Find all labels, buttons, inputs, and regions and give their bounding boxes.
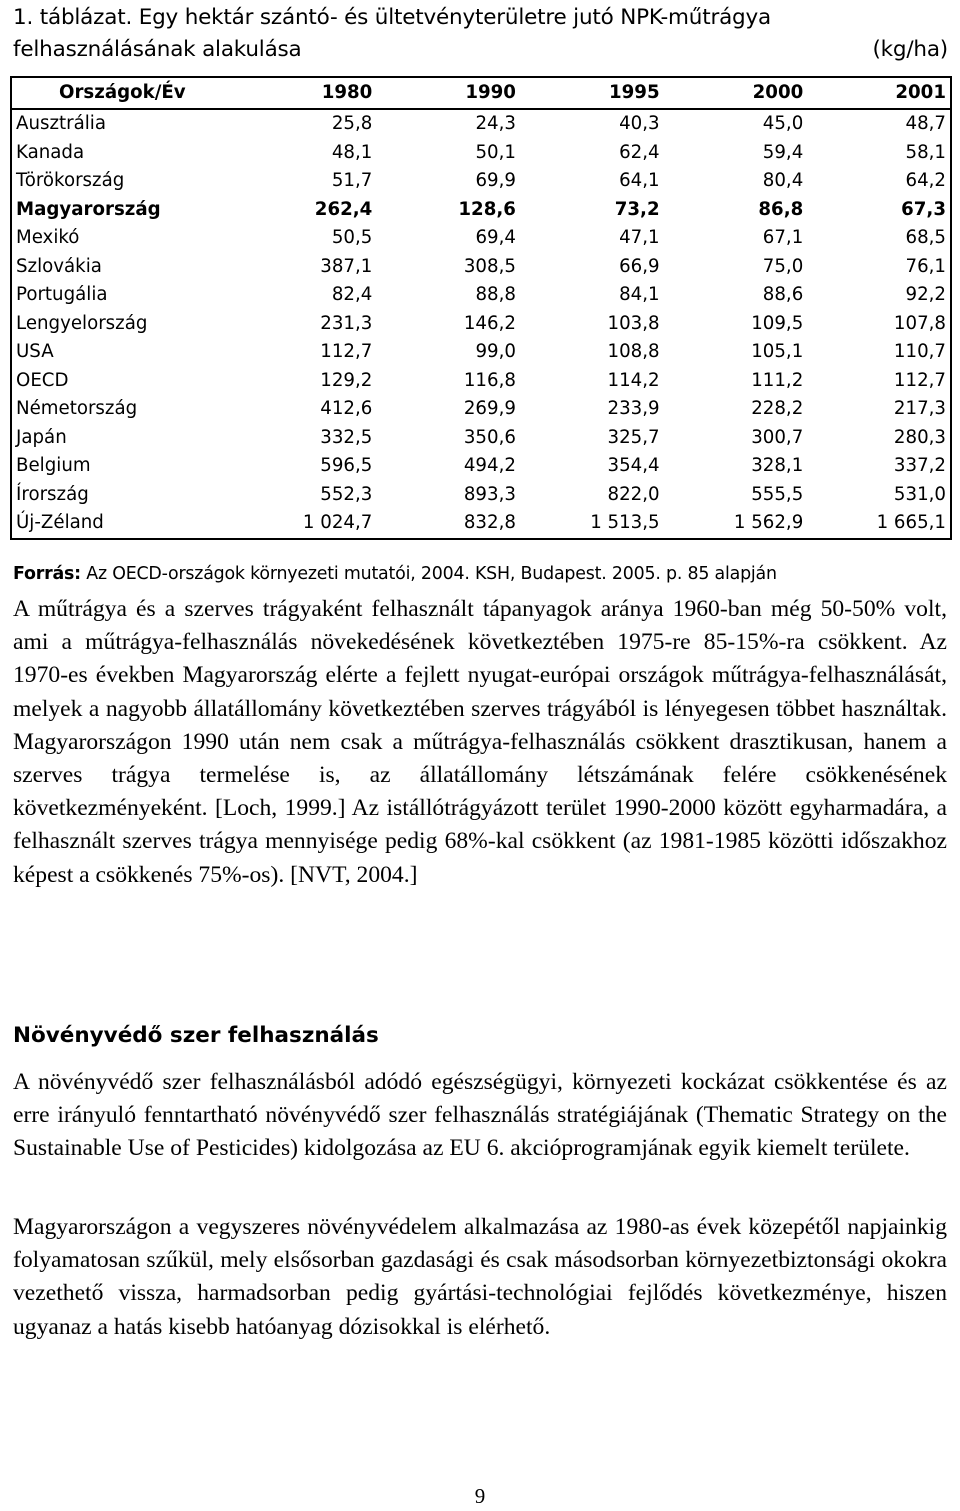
value-cell: 66,9	[619, 255, 660, 277]
value-cell: 50,1	[475, 141, 516, 163]
value-cell: 48,7	[807, 109, 951, 139]
value-cell: 64,2	[807, 167, 951, 196]
value-cell: 109,5	[751, 312, 804, 334]
value-cell: 552,3	[320, 483, 373, 505]
value-cell: 86,8	[758, 198, 804, 220]
country-cell: Ausztrália	[11, 109, 233, 139]
value-cell: 24,3	[475, 113, 516, 135]
country-cell: USA	[11, 338, 233, 367]
column-header-2000: 2000	[664, 77, 808, 109]
value-cell: 45,0	[762, 113, 804, 135]
country-cell: Törökország	[11, 167, 233, 196]
section-heading: Növényvédő szer felhasználás	[13, 1023, 379, 1048]
value-cell: 146,2	[463, 312, 516, 334]
value-cell: 88,8	[475, 284, 516, 306]
table-row	[11, 452, 951, 481]
value-cell: 822,0	[607, 483, 660, 505]
country-cell: OECD	[11, 367, 233, 396]
value-cell: 387,1	[320, 255, 373, 277]
value-cell: 596,5	[320, 455, 373, 477]
value-cell: 555,5	[751, 483, 804, 505]
table-row	[11, 139, 951, 168]
column-header-2001: 2001	[807, 77, 951, 109]
value-cell: 832,8	[376, 509, 520, 539]
value-cell: 110,7	[807, 338, 951, 367]
table-caption	[13, 2, 948, 66]
caption-unit: (kg/ha)	[872, 37, 948, 62]
value-cell: 337,2	[807, 452, 951, 481]
value-cell: 48,1	[331, 141, 373, 163]
table-row	[11, 509, 951, 539]
paragraph-fertilizer: A műtrágya és a szerves trágyaként felhasznált tápanyagok aránya 1960-ban még 50-50% volt, ami a műtrágya-felhasználás növekedésének következtében 1975-re 85-15%-ra csökkent. Az 1970-es években Magyarország elérte a fejlett nyugat-európai országok műtrágya-felhasználását, melyek a nagyobb állatállomány következtében szerves trágyából is lényegesen többet használtak. Magyarországon 1990 után nem csak a műtrágya-felhasználás csökkent drasztikusan, hanem a szerves trágya termelése is, az állatállomány létszámának felére csökkenésének következményeként. [Loch, 1999.] Az istállótrágyázott terület 1990-2000 között egyharmadára, a felhasznált szerves trágya mennyisége pedig 68%-kal csökkent (az 1981-1985 közötti időszakhoz képest a csökkenés 75%-os). [NVT, 2004.]	[13, 596, 947, 888]
country-cell: Új-Zéland	[11, 509, 233, 539]
value-cell: 69,9	[475, 170, 516, 192]
column-header-1995: 1995	[520, 77, 664, 109]
value-cell: 1 024,7	[233, 509, 377, 539]
value-cell: 64,1	[619, 170, 660, 192]
value-cell: 111,2	[751, 369, 804, 391]
value-cell: 69,4	[475, 227, 516, 249]
source-text: Az OECD-országok környezeti mutatói, 2004. KSH, Budapest. 2005. p. 85 alapján	[80, 564, 777, 584]
country-cell: Lengyelország	[11, 310, 233, 339]
value-cell: 531,0	[807, 481, 951, 510]
table-row	[11, 281, 951, 310]
value-cell: 893,3	[463, 483, 516, 505]
value-cell: 51,7	[331, 170, 373, 192]
value-cell: 75,0	[762, 255, 804, 277]
source-note	[13, 562, 948, 586]
table-row	[11, 367, 951, 396]
value-cell: 231,3	[320, 312, 373, 334]
value-cell: 108,8	[607, 341, 660, 363]
value-cell: 129,2	[320, 369, 373, 391]
table-row	[11, 109, 951, 139]
value-cell: 1 562,9	[664, 509, 808, 539]
value-cell: 103,8	[607, 312, 660, 334]
value-cell: 350,6	[463, 426, 516, 448]
value-cell: 50,5	[331, 227, 373, 249]
value-cell: 88,6	[762, 284, 804, 306]
value-cell: 308,5	[463, 255, 516, 277]
value-cell: 233,9	[607, 398, 660, 420]
value-cell: 80,4	[762, 170, 804, 192]
value-cell: 217,3	[807, 395, 951, 424]
value-cell: 92,2	[807, 281, 951, 310]
value-cell: 76,1	[807, 253, 951, 282]
table-row	[11, 481, 951, 510]
table-header-row	[11, 77, 951, 109]
table-row	[11, 253, 951, 282]
country-cell: Írország	[11, 481, 233, 510]
value-cell: 84,1	[619, 284, 660, 306]
column-header-1980: 1980	[233, 77, 377, 109]
value-cell: 128,6	[458, 198, 516, 220]
country-cell: Japán	[11, 424, 233, 453]
value-cell: 228,2	[751, 398, 804, 420]
caption-line-2: felhasználásának alakulása	[13, 37, 302, 62]
value-cell: 269,9	[463, 398, 516, 420]
table-row	[11, 424, 951, 453]
table-row	[11, 224, 951, 253]
table-body	[11, 109, 951, 539]
paragraph-pesticide-strategy: A növényvédő szer felhasználásból adódó egészségügyi, környezeti kockázat csökkentése és az erre irányuló fenntartható növényvédő szer felhasználás stratégiájának (Thematic Strategy on the Sustainable Use of Pesticides) kidolgozása az EU 6. akcióprogramjának egyik kiemelt területe.	[13, 1069, 947, 1162]
value-cell: 67,3	[807, 196, 951, 225]
value-cell: 68,5	[807, 224, 951, 253]
caption-line-1: 1. táblázat. Egy hektár szántó- és ültetvényterületre jutó NPK-műtrágya	[13, 5, 772, 30]
value-cell: 73,2	[614, 198, 660, 220]
table-row	[11, 196, 951, 225]
value-cell: 354,4	[607, 455, 660, 477]
value-cell: 1 665,1	[807, 509, 951, 539]
value-cell: 112,7	[807, 367, 951, 396]
table-row	[11, 395, 951, 424]
table-row	[11, 310, 951, 339]
value-cell: 58,1	[807, 139, 951, 168]
value-cell: 107,8	[807, 310, 951, 339]
value-cell: 47,1	[619, 227, 660, 249]
table-row	[11, 338, 951, 367]
value-cell: 262,4	[314, 198, 373, 220]
page-number: 9	[474, 1484, 486, 1508]
value-cell: 40,3	[619, 113, 660, 135]
value-cell: 62,4	[619, 141, 660, 163]
value-cell: 325,7	[607, 426, 660, 448]
value-cell: 82,4	[331, 284, 373, 306]
source-label: Forrás:	[13, 564, 81, 584]
value-cell: 280,3	[807, 424, 951, 453]
value-cell: 112,7	[320, 341, 373, 363]
value-cell: 328,1	[751, 455, 804, 477]
value-cell: 116,8	[463, 369, 516, 391]
paragraph-pesticide-hungary: Magyarországon a vegyszeres növényvédelem alkalmazása az 1980-as évek közepétől napjainkig folyamatosan szűkül, mely elsősorban gazdasági és csak másodsorban környezetbiztonsági okokra vezethető vissza, harmadsorban pedig gyártási-technológiai fejlődés következménye, hiszen ugyanaz a hatás kisebb hatóanyag dózisokkal is elérhető.	[13, 1214, 947, 1340]
country-cell: Szlovákia	[11, 253, 233, 282]
table-row	[11, 167, 951, 196]
value-cell: 1 513,5	[520, 509, 664, 539]
column-header-country: Országok/Év	[11, 77, 233, 109]
country-cell: Mexikó	[11, 224, 233, 253]
value-cell: 494,2	[463, 455, 516, 477]
country-cell: Belgium	[11, 452, 233, 481]
value-cell: 412,6	[320, 398, 373, 420]
value-cell: 114,2	[607, 369, 660, 391]
value-cell: 67,1	[762, 227, 804, 249]
value-cell: 332,5	[320, 426, 373, 448]
value-cell: 59,4	[762, 141, 804, 163]
value-cell: 300,7	[751, 426, 804, 448]
value-cell: 99,0	[475, 341, 516, 363]
country-cell: Portugália	[11, 281, 233, 310]
column-header-1990: 1990	[376, 77, 520, 109]
value-cell: 25,8	[331, 113, 373, 135]
npk-fertilizer-table	[10, 76, 952, 540]
country-cell: Magyarország	[11, 196, 233, 225]
country-cell: Kanada	[11, 139, 233, 168]
country-cell: Németország	[11, 395, 233, 424]
value-cell: 105,1	[751, 341, 804, 363]
